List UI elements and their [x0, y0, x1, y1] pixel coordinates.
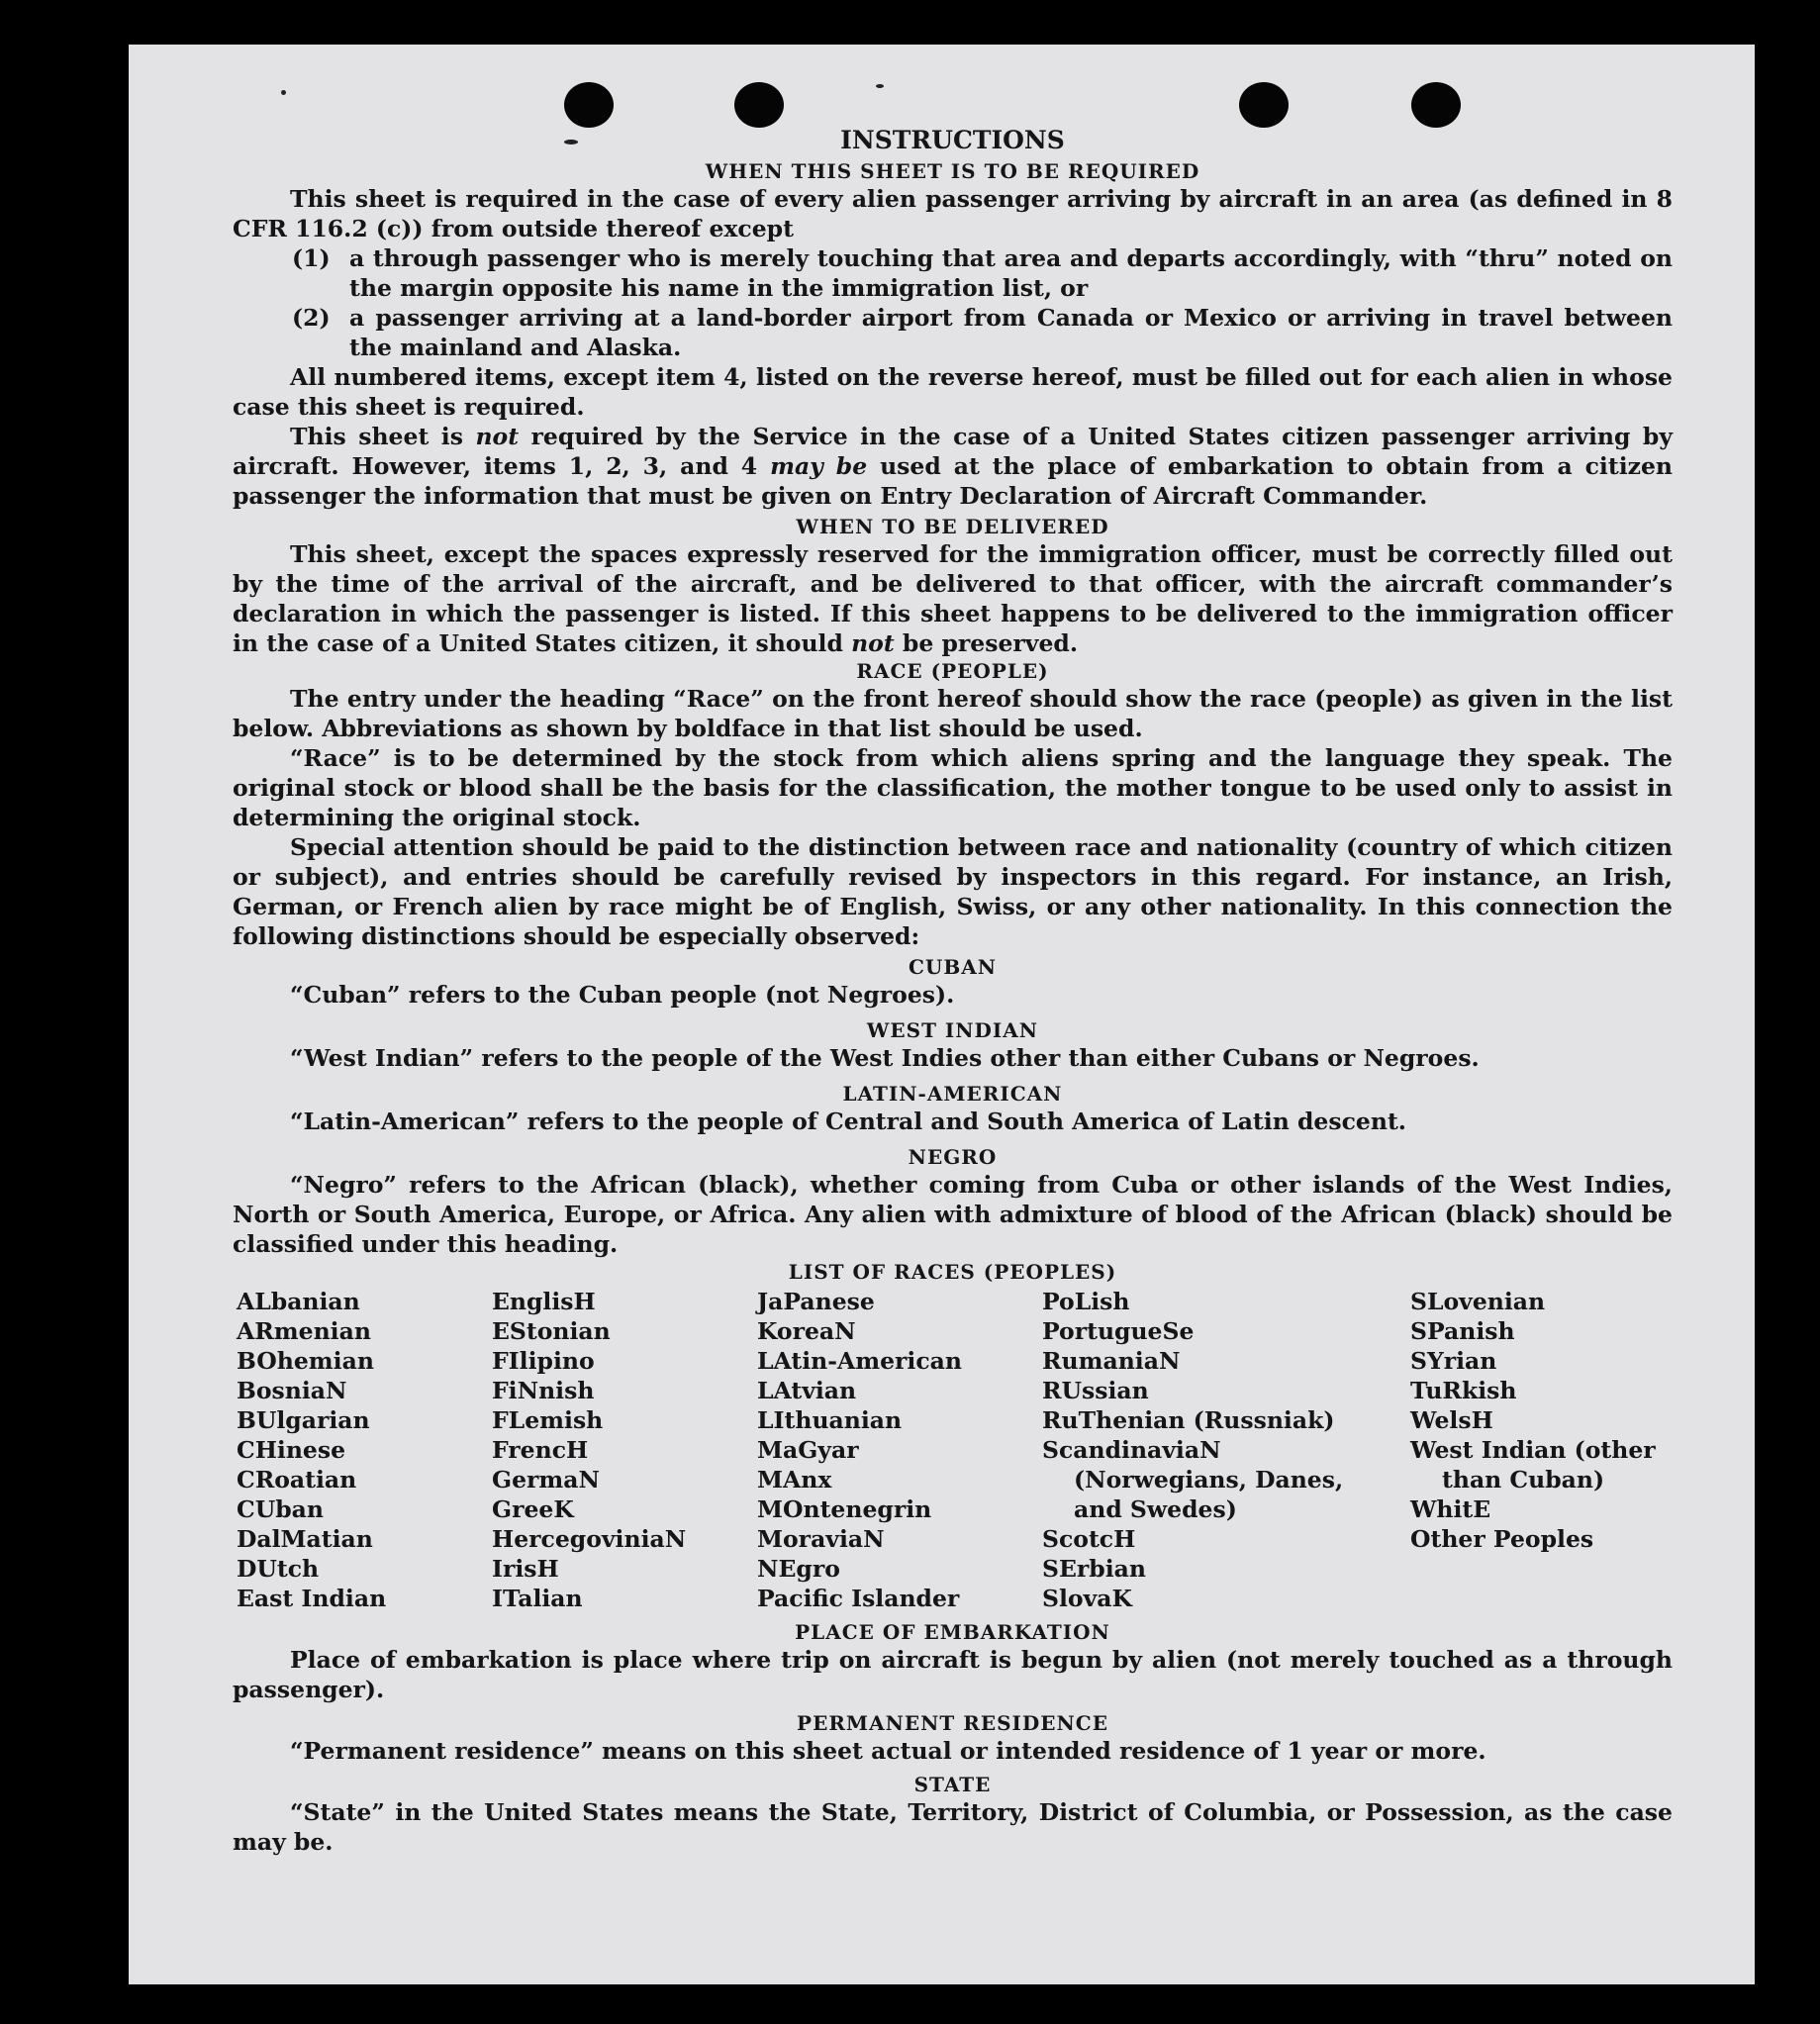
- paragraph: “Negro” refers to the African (black), whether coming from Cuba or other islands of the West Indies, North or South America, Europe, or Africa. Any alien with admixture of blood of the African (black) should be classified under this heading.: [233, 1171, 1673, 1258]
- race-item: IrisH: [492, 1555, 559, 1583]
- section-heading: WHEN TO BE DELIVERED: [796, 515, 1109, 538]
- race-item: DalMatian: [237, 1525, 373, 1553]
- race-item: Pacific Islander: [757, 1585, 960, 1612]
- race-item: MOntenegrin: [757, 1495, 932, 1523]
- exception-item: (1) a through passenger who is merely touching that area and departs accordingly, with “thru” noted on the margin opposite his name in the immigration list, or: [292, 244, 1673, 302]
- race-item: FIlipino: [492, 1347, 595, 1375]
- race-list: [237, 1287, 1673, 1613]
- section-heading: PERMANENT RESIDENCE: [797, 1711, 1108, 1735]
- paragraph: This sheet is required in the case of every alien passenger arriving by aircraft in an area (as defined in 8 CFR 116.2 (c)) from outside thereof except: [233, 185, 1673, 242]
- race-item: RuThenian (Russniak): [1042, 1406, 1335, 1434]
- race-item: WhitE: [1410, 1495, 1491, 1523]
- section-heading: PLACE OF EMBARKATION: [795, 1620, 1110, 1644]
- race-item: FrencH: [492, 1436, 589, 1464]
- race-item: HercegoviniaN: [492, 1525, 687, 1553]
- race-column: [757, 1287, 1042, 1613]
- exception-item: (2) a passenger arriving at a land-border airport from Canada or Mexico or arriving in travel between the mainland and Alaska.: [292, 304, 1673, 361]
- race-item: LAtin-American: [757, 1347, 962, 1375]
- race-item: EnglisH: [492, 1288, 596, 1315]
- document-page: [129, 45, 1755, 1984]
- page-title: INSTRUCTIONS: [840, 126, 1065, 154]
- race-item: EStonian: [492, 1317, 611, 1345]
- section-heading: LATIN-AMERICAN: [842, 1082, 1063, 1106]
- race-item: GreeK: [492, 1495, 574, 1523]
- race-item: ITalian: [492, 1585, 583, 1612]
- race-item: WelsH: [1410, 1406, 1493, 1434]
- race-column: [1042, 1287, 1410, 1613]
- race-item: SErbian: [1042, 1555, 1146, 1583]
- race-item: BUlgarian: [237, 1406, 370, 1434]
- paragraph: Place of embarkation is place where trip on aircraft is begun by alien (not merely touched as a through passenger).: [233, 1646, 1673, 1703]
- race-item: BOhemian: [237, 1347, 374, 1375]
- race-item: NEgro: [757, 1555, 840, 1583]
- race-item: ScandinaviaN (Norwegians, Danes, and Swedes): [1042, 1436, 1344, 1523]
- race-column: [492, 1287, 757, 1613]
- punch-hole: [564, 82, 614, 128]
- race-item: East Indian: [237, 1585, 387, 1612]
- punch-hole: [734, 82, 784, 128]
- race-item: FiNnish: [492, 1377, 595, 1404]
- instructions-content: [233, 126, 1673, 1857]
- punch-hole: [1411, 82, 1461, 128]
- paragraph: “State” in the United States means the State, Territory, District of Columbia, or Possession, as the case may be.: [233, 1798, 1673, 1856]
- race-item: FLemish: [492, 1406, 604, 1434]
- race-item: RumaniaN: [1042, 1347, 1181, 1375]
- race-item: KoreaN: [757, 1317, 856, 1345]
- paragraph: Special attention should be paid to the distinction between race and nationality (country of which citizen or subject), and entries should be carefully revised by inspectors in this regard. For instance, an Irish, German, or French alien by race might be of English, Swiss, or any other nationality. In this connection the following distinctions should be especially observed:: [233, 833, 1673, 950]
- race-item: SPanish: [1410, 1317, 1515, 1345]
- race-item: MoraviaN: [757, 1525, 885, 1553]
- section-heading: WHEN THIS SHEET IS TO BE REQUIRED: [705, 159, 1200, 183]
- race-item: GermaN: [492, 1466, 600, 1494]
- race-item: PoLish: [1042, 1288, 1130, 1315]
- race-item: ScotcH: [1042, 1525, 1136, 1553]
- paragraph: “Race” is to be determined by the stock from which aliens spring and the language they speak. The original stock or blood shall be the basis for the classification, the mother tongue to be used only to assist in determining the original stock.: [233, 744, 1673, 831]
- race-item: TuRkish: [1410, 1377, 1517, 1404]
- section-heading: NEGRO: [908, 1145, 998, 1169]
- race-item: CHinese: [237, 1436, 346, 1464]
- section-heading: STATE: [913, 1773, 992, 1796]
- section-heading: LIST OF RACES (PEOPLES): [788, 1260, 1117, 1284]
- race-item: CUban: [237, 1495, 324, 1523]
- race-item: DUtch: [237, 1555, 320, 1583]
- race-item: SlovaK: [1042, 1585, 1132, 1612]
- scan-mark: [876, 84, 884, 88]
- race-item: LIthuanian: [757, 1406, 903, 1434]
- paragraph: “Permanent residence” means on this sheet actual or intended residence of 1 year or more.: [290, 1737, 1486, 1765]
- paragraph: “West Indian” refers to the people of the West Indies other than either Cubans or Negroes.: [290, 1044, 1480, 1072]
- section-heading: CUBAN: [908, 955, 998, 979]
- paragraph: This sheet is not required by the Service in the case of a United States citizen passenger arriving by aircraft. However, items 1, 2, 3, and 4 may be used at the place of embarkation to obtain from a citizen passenger the information that must be given on Entry Declaration of Aircraft Commander.: [233, 423, 1673, 510]
- race-item: MAnx: [757, 1466, 832, 1494]
- paragraph: The entry under the heading “Race” on the front hereof should show the race (people) as given in the list below. Abbreviations as shown by boldface in that list should be used.: [233, 685, 1673, 742]
- scan-mark: [281, 90, 286, 95]
- race-item: CRoatian: [237, 1466, 357, 1494]
- race-item: BosniaN: [237, 1377, 347, 1404]
- punch-hole: [1239, 82, 1289, 128]
- race-item: ARmenian: [237, 1317, 371, 1345]
- paragraph: “Latin-American” refers to the people of Central and South America of Latin descent.: [290, 1108, 1406, 1135]
- race-item: ALbanian: [237, 1288, 360, 1315]
- race-item: SLovenian: [1410, 1288, 1546, 1315]
- section-heading: RACE (PEOPLE): [856, 659, 1049, 683]
- race-item: West Indian (other than Cuban): [1410, 1436, 1656, 1494]
- race-item: MaGyar: [757, 1436, 859, 1464]
- paragraph: “Cuban” refers to the Cuban people (not Negroes).: [290, 981, 955, 1009]
- race-column: [1410, 1287, 1663, 1613]
- section-heading: WEST INDIAN: [866, 1018, 1039, 1042]
- race-item: SYrian: [1410, 1347, 1497, 1375]
- paragraph: All numbered items, except item 4, listed on the reverse hereof, must be filled out for each alien in whose case this sheet is required.: [233, 363, 1673, 421]
- paragraph: This sheet, except the spaces expressly reserved for the immigration officer, must be correctly filled out by the time of the arrival of the aircraft, and be delivered to that officer, with the aircraft commander’s declaration in which the passenger is listed. If this sheet happens to be delivered to the immigration officer in the case of a United States citizen, it should not be preserved.: [233, 540, 1673, 657]
- race-item: RUssian: [1042, 1377, 1149, 1404]
- race-item: LAtvian: [757, 1377, 857, 1404]
- race-column: [237, 1287, 492, 1613]
- race-item: Other Peoples: [1410, 1525, 1594, 1553]
- race-item: JaPanese: [757, 1288, 875, 1315]
- race-item: PortugueSe: [1042, 1317, 1195, 1345]
